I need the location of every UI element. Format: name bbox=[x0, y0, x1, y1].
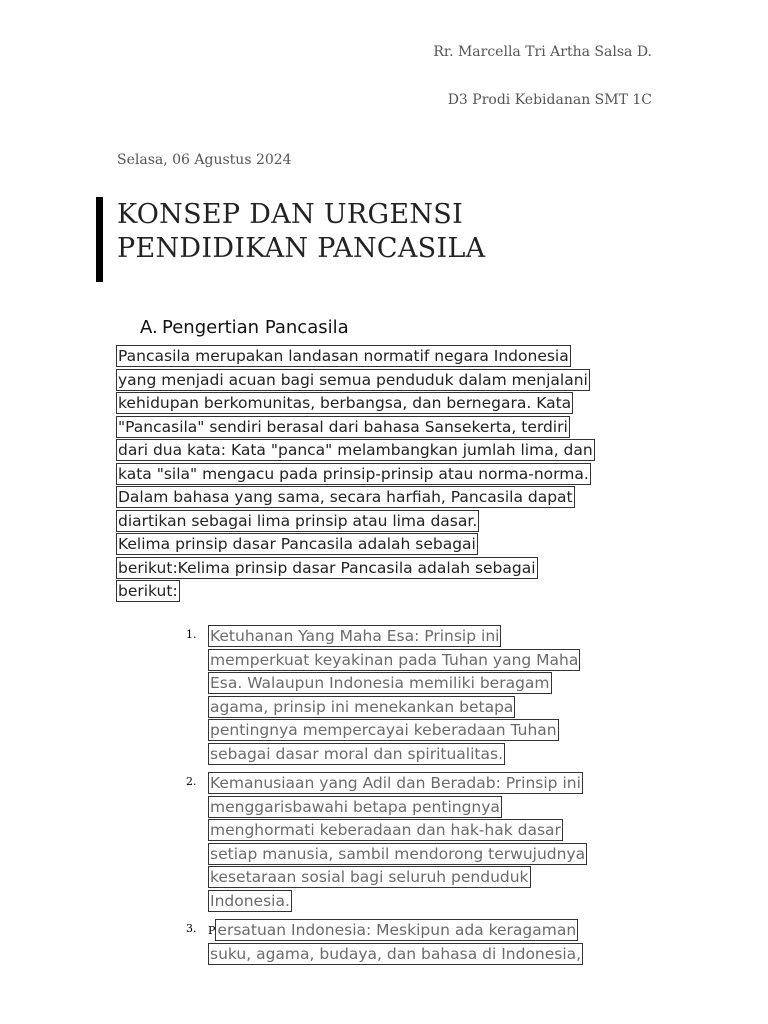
list-item bbox=[186, 625, 587, 766]
paragraph-line: berikut: bbox=[118, 582, 178, 600]
paragraph-line: yang menjadi acuan bagi semua penduduk dalam menjalani bbox=[118, 370, 588, 389]
section-marker: A. bbox=[140, 317, 158, 338]
list-line: menggarisbawahi betapa pentingnya bbox=[210, 797, 500, 816]
list-line: Kemanusiaan yang Adil dan Beradab: Prinsip ini bbox=[210, 774, 581, 792]
paragraph-pengertian bbox=[116, 345, 595, 604]
list-line: pentingnya mempercayai keberadaan Tuhan bbox=[210, 721, 557, 739]
paragraph-line: Pancasila merupakan landasan normatif negara Indonesia bbox=[118, 347, 569, 365]
list-line: Esa. Walaupun Indonesia memiliki beragam bbox=[210, 674, 550, 692]
paragraph-line: berikut:Kelima prinsip dasar Pancasila adalah sebagai bbox=[118, 558, 536, 577]
class-info: D3 Prodi Kebidanan SMT 1C bbox=[447, 92, 652, 108]
page-title bbox=[117, 198, 485, 266]
list-item bbox=[186, 919, 587, 966]
principles-list bbox=[186, 625, 587, 972]
list-line: Indonesia. bbox=[210, 891, 290, 910]
paragraph-line: diartikan sebagai lima prinsip atau lima dasar. bbox=[118, 511, 478, 530]
list-number: 3. bbox=[186, 922, 197, 935]
drop-glyph: P bbox=[208, 924, 216, 937]
paragraph-line: Kelima prinsip dasar Pancasila adalah sebagai bbox=[118, 535, 476, 553]
section-heading bbox=[140, 317, 349, 338]
list-line: suku, agama, budaya, dan bahasa di Indonesia, bbox=[210, 944, 582, 963]
list-number: 1. bbox=[186, 628, 197, 641]
list-line: setiap manusia, sambil mendorong terwujudnya bbox=[210, 844, 586, 863]
paragraph-line: kehidupan berkomunitas, berbangsa, dan bernegara. Kata bbox=[118, 394, 572, 412]
section-title: Pengertian Pancasila bbox=[162, 317, 349, 338]
document-date: Selasa, 06 Agustus 2024 bbox=[117, 152, 292, 168]
list-line: kesetaraan sosial bagi seluruh penduduk bbox=[210, 868, 529, 886]
paragraph-line: kata "sila" mengacu pada prinsip-prinsip atau norma-norma. bbox=[118, 464, 589, 483]
list-line: memperkuat keyakinan pada Tuhan yang Maha bbox=[210, 650, 579, 669]
paragraph-line: dari dua kata: Kata "panca" melambangkan jumlah lima, dan bbox=[118, 441, 593, 459]
title-line-2: PENDIDIKAN PANCASILA bbox=[117, 233, 486, 264]
list-line: Ketuhanan Yang Maha Esa: Prinsip ini bbox=[210, 627, 500, 645]
list-line: ersatuan Indonesia: Meskipun ada keragaman bbox=[217, 921, 577, 939]
paragraph-line: Dalam bahasa yang sama, secara harfiah, Pancasila dapat bbox=[118, 488, 573, 506]
title-line-1: KONSEP DAN URGENSI bbox=[117, 199, 464, 230]
list-line: menghormati keberadaan dan hak-hak dasar bbox=[210, 821, 561, 839]
author-name: Rr. Marcella Tri Artha Salsa D. bbox=[433, 44, 652, 60]
list-number: 2. bbox=[186, 775, 197, 788]
list-line: sebagai dasar moral dan spiritualitas. bbox=[210, 744, 503, 763]
paragraph-line: "Pancasila" sendiri berasal dari bahasa Sansekerta, terdiri bbox=[118, 417, 568, 436]
list-item bbox=[186, 772, 587, 913]
list-line: agama, prinsip ini menekankan betapa bbox=[210, 697, 514, 716]
title-accent-bar bbox=[96, 197, 103, 282]
